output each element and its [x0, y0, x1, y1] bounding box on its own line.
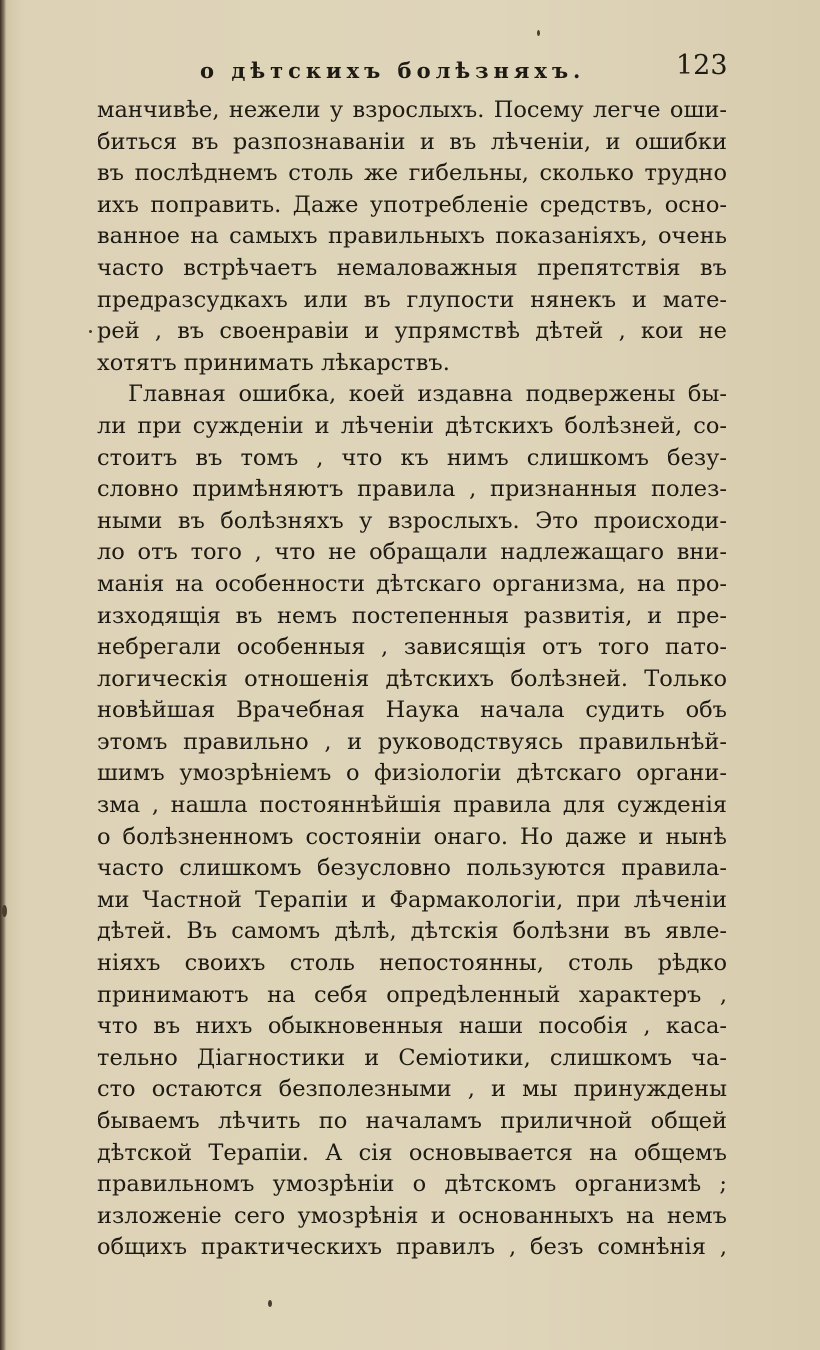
page-number: 123: [676, 50, 728, 81]
text-line: рей , въ своенравіи и упрямствѣ дѣтей , кои не: [97, 318, 727, 345]
text-line: этомъ правильно , и руководствуясь правильнѣй-: [97, 728, 727, 755]
text-line: часто слишкомъ безусловно пользуются правила-: [97, 855, 727, 882]
paper-speck: [268, 1300, 272, 1307]
text-line: въ послѣднемъ столь же гибельны, сколько трудно: [97, 160, 727, 187]
page-spine-shadow: [0, 0, 6, 1350]
text-line: ными въ болѣзняхъ у взрослыхъ. Это происходи-: [97, 507, 727, 534]
text-line: ніяхъ своихъ столь непостоянны, столь рѣдко: [97, 950, 727, 977]
text-line: ми Частной Терапіи и Фармакологіи, при лѣченіи: [97, 886, 727, 913]
text-line: словно примѣняютъ правила , признанныя полез-: [97, 476, 727, 503]
text-line: общихъ практическихъ правилъ , безъ сомнѣнія ,: [97, 1234, 727, 1261]
text-line: тельно Діагностики и Семіотики, слишкомъ ча-: [97, 1044, 727, 1071]
text-line: шимъ умозрѣніемъ о физіологіи дѣтскаго органи-: [97, 760, 727, 787]
text-line: зма , нашла постояннѣйшія правила для сужденія: [97, 792, 727, 819]
running-head: о дѣтскихъ болѣзняхъ.: [200, 58, 586, 83]
text-line: ло отъ того , что не обращали надлежащаго вни-: [97, 539, 727, 566]
text-line: манія на особенности дѣтскаго организма, на про-: [97, 570, 727, 597]
text-line: что въ нихъ обыкновенныя наши пособія , каса-: [97, 1013, 727, 1040]
text-line: часто встрѣчаетъ немаловажныя препятствія въ: [97, 254, 727, 281]
text-line: принимаютъ на себя опредѣленный характеръ ,: [97, 981, 727, 1008]
text-line: дѣтей. Въ самомъ дѣлѣ, дѣтскія болѣзни въ явле-: [97, 918, 727, 945]
page-header: [0, 48, 820, 88]
text-line: дѣтской Терапіи. А сія основывается на общемъ: [97, 1139, 727, 1166]
text-line: ихъ поправить. Даже употребленіе средствъ, осно-: [97, 191, 727, 218]
text-line: небрегали особенныя , зависящія отъ того пато-: [97, 634, 727, 661]
text-line: манчивѣе, нежели у взрослыхъ. Посему легче оши-: [97, 97, 727, 123]
text-line: изходящія въ немъ постепенныя развитія, и пре-: [97, 602, 727, 629]
text-line: изложеніе сего умозрѣнія и основанныхъ на немъ: [97, 1202, 727, 1229]
text-line: ли при сужденіи и лѣченіи дѣтскихъ болѣзней, со-: [97, 412, 727, 439]
body-text: [97, 95, 727, 1264]
text-line: правильномъ умозрѣніи о дѣтскомъ организмѣ ;: [97, 1171, 727, 1198]
text-line: биться въ разпознаваніи и въ лѣченіи, и ошибки: [97, 128, 727, 155]
text-line: новѣйшая Врачебная Наука начала судить объ: [97, 697, 727, 724]
text-line: сто остаются безполезными , и мы принуждены: [97, 1076, 727, 1103]
text-line: хотятъ принимать лѣкарствъ.: [97, 349, 450, 376]
text-line: о болѣзненномъ состояніи онаго. Но даже и нынѣ: [97, 823, 727, 850]
paper-speck: [537, 30, 540, 36]
text-line: ванное на самыхъ правильныхъ показаніяхъ, очень: [97, 223, 727, 250]
text-line: логическія отношенія дѣтскихъ болѣзней. Только: [97, 665, 727, 692]
paper-speck: [2, 905, 7, 917]
text-line: предразсудкахъ или въ глупости нянекъ и мате-: [97, 286, 727, 313]
text-line: бываемъ лѣчить по началамъ приличной общей: [97, 1108, 727, 1134]
paragraph-first-line: Главная ошибка, коей издавна подвержены бы-: [128, 381, 727, 408]
text-line: стоитъ въ томъ , что къ нимъ слишкомъ безу-: [97, 444, 727, 471]
paper-speck: [89, 330, 92, 333]
